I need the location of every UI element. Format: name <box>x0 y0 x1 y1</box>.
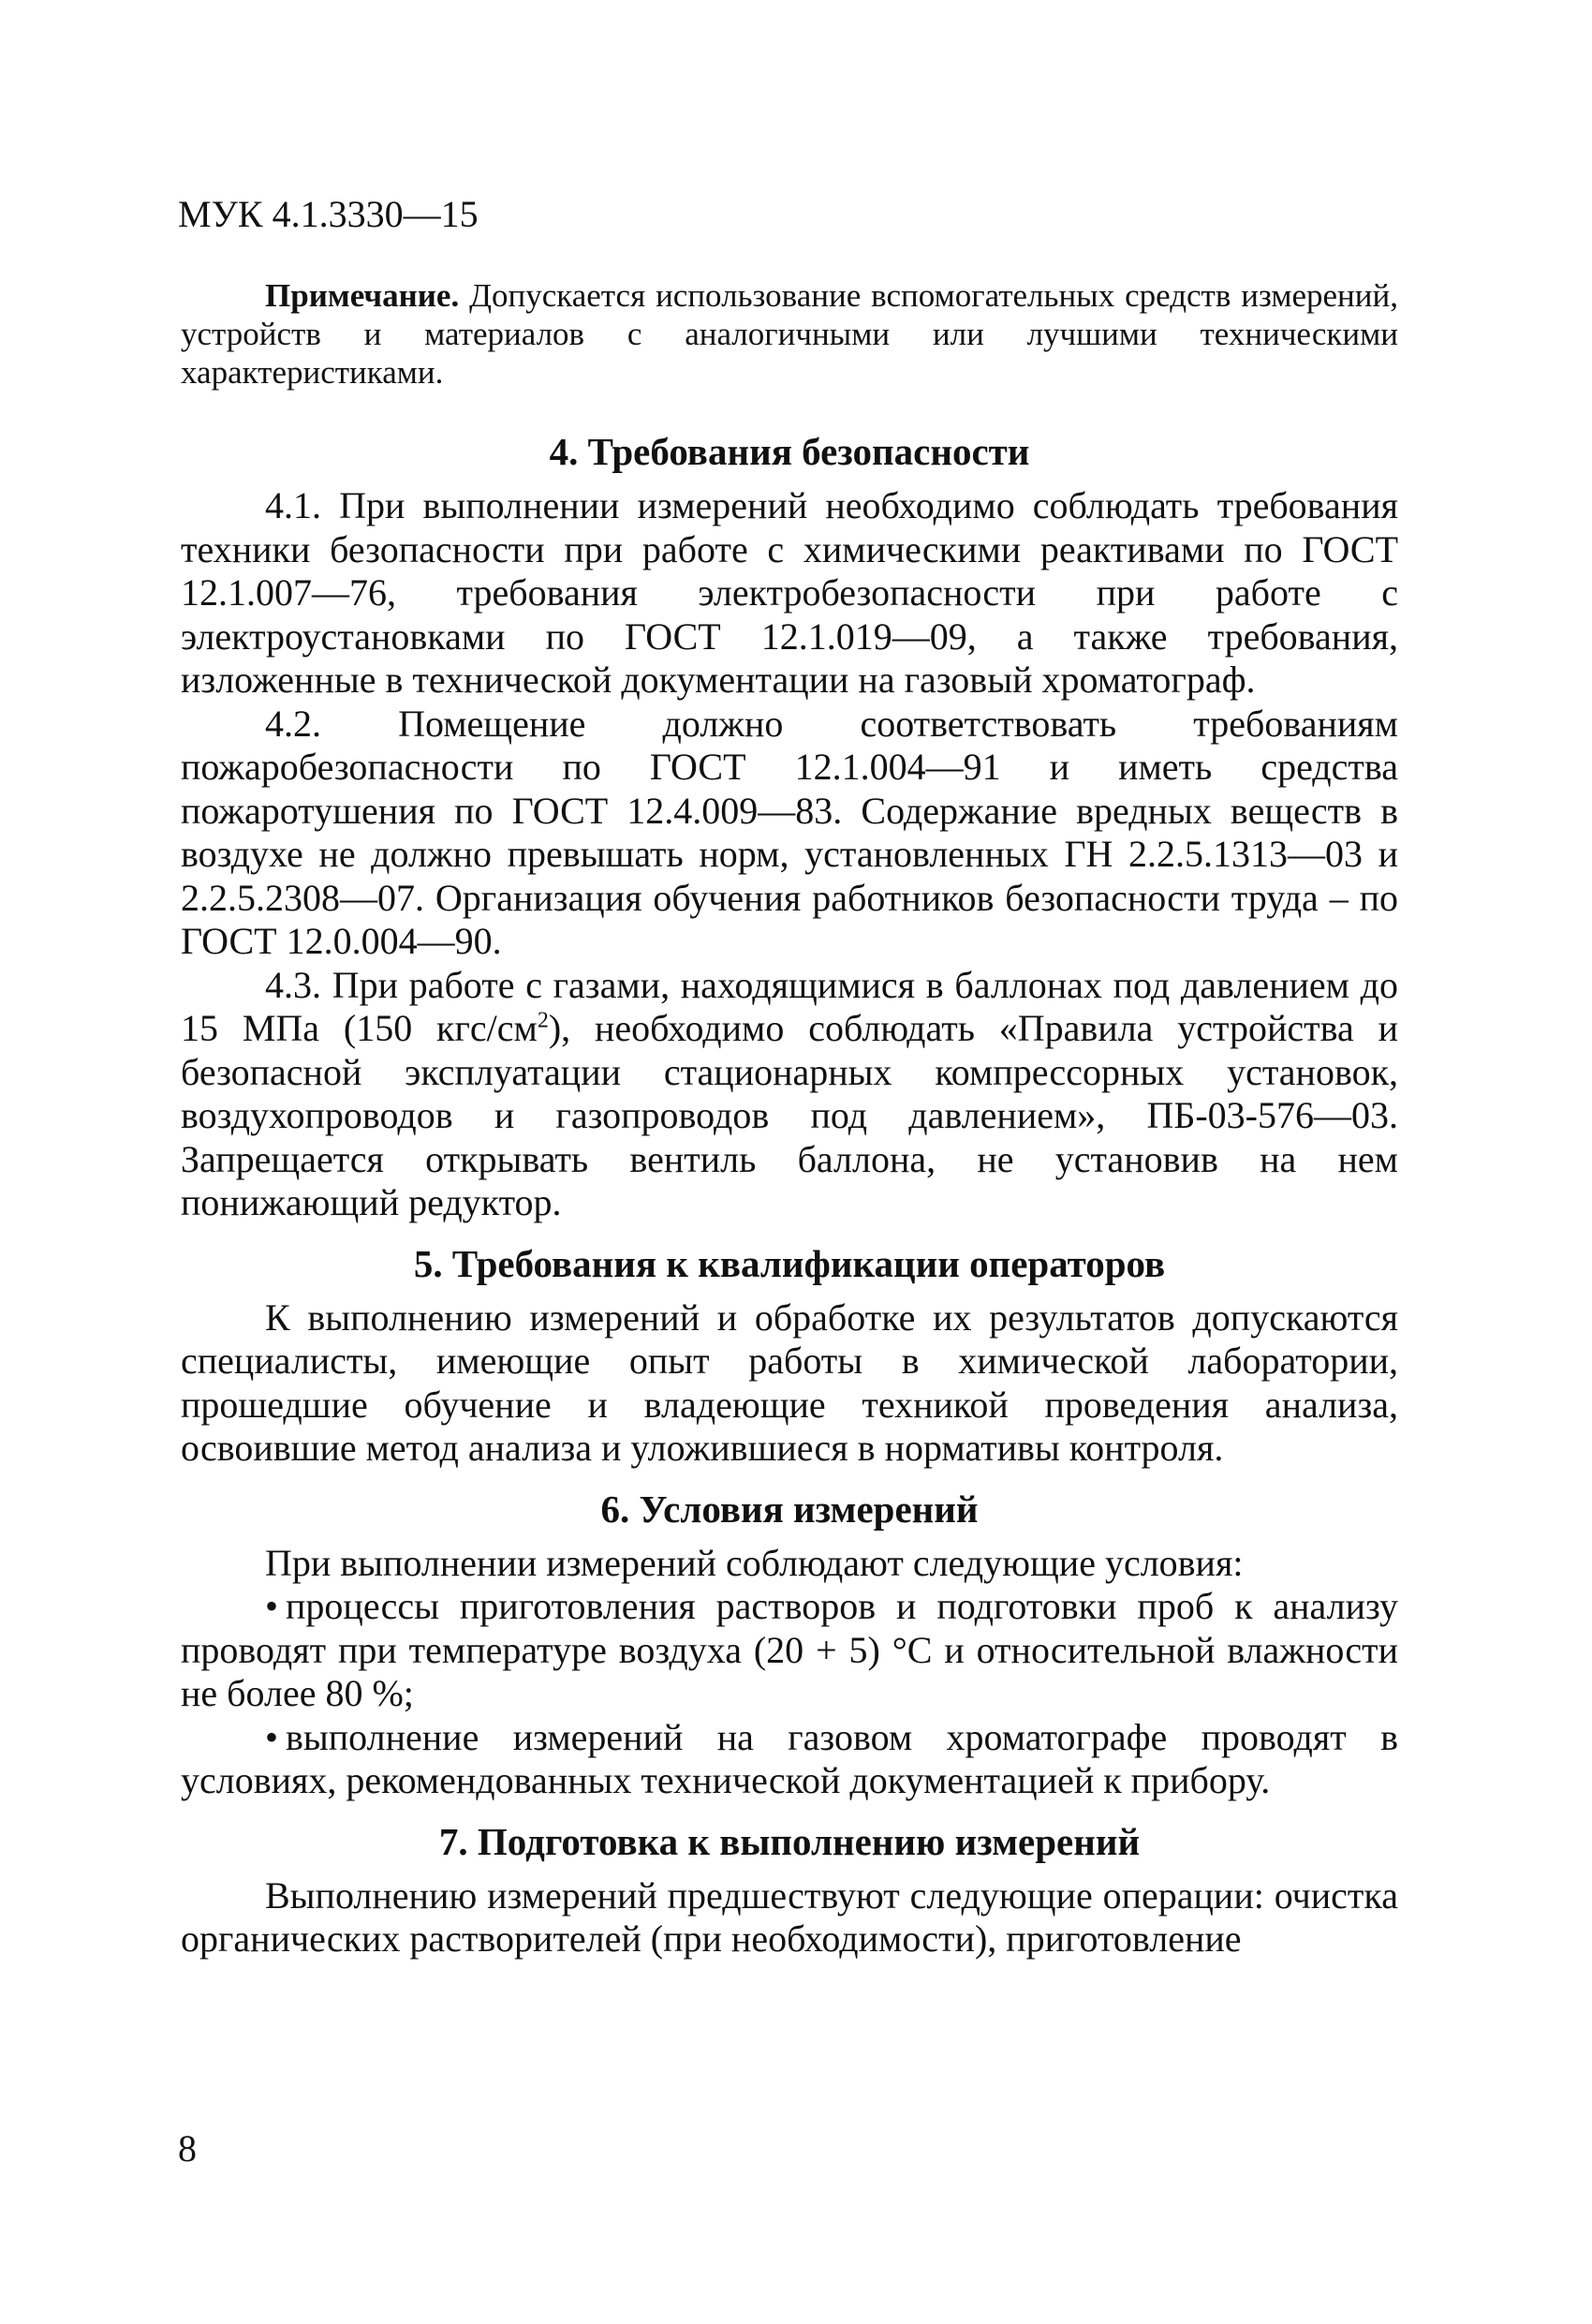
section-7-preparation <box>181 1818 1398 1961</box>
paragraph: Выполнению измерений предшествуют следующие операции: очистка органических растворителей (при необходимости), приготовление <box>181 1873 1398 1960</box>
bullet-item: • процессы приготовления растворов и подготовки проб к анализу проводят при температуре воздуха (20 + 5) °С и относительной влажности не более 80 %; <box>181 1585 1398 1716</box>
bullet-item: • выполнение измерений на газовом хроматографе проводят в условиях, рекомендованных технической документацией к прибору. <box>181 1716 1398 1803</box>
paragraph-4-2: 4.2. Помещение должно соответствовать требованиям пожаробезопасности по ГОСТ 12.1.004—91 и иметь средства пожаротушения по ГОСТ 12.4.009—83. Содержание вредных веществ в воздухе не должно превышать норм, установленных ГН 2.2.5.1313—03 и 2.2.5.2308—07. Организация обучения работников безопасности труда – по ГОСТ 12.0.004—90. <box>181 702 1398 962</box>
paragraph: К выполнению измерений и обработке их результатов допускаются специалисты, имеющие опыт работы в химической лаборатории, прошедшие обучение и владеющие техникой проведения анализа, освоившие метод анализа и уложившиеся в нормативы контроля. <box>181 1295 1398 1469</box>
section-title: 4. Требования безопасности <box>549 430 1030 473</box>
page-number: 8 <box>178 2127 197 2169</box>
document-code: МУК 4.1.3330—15 <box>178 193 479 235</box>
section-title: 7. Подготовка к выполнению измерений <box>438 1819 1141 1863</box>
section-title: 6. Условия измерений <box>600 1487 979 1531</box>
paragraph-4-3-text-start: 4.3. При работе с газами, находящимися в баллонах под давлением до 15 МПа (150 кгс/см <box>181 963 1398 1049</box>
note-text: Допускается использование вспомогательных средств измерений, устройств и материалов с аналогичными или лучшими техническими характеристиками. <box>181 277 1398 391</box>
paragraph-4-3-text-end: ), необходимо соблюдать «Правила устройства и безопасной эксплуатации стационарных компрессорных установок, воздухопроводов и газопроводов под давлением», ПБ-03-576—03. Запрещается открывать вентиль баллона, не установив на нем понижающий редуктор. <box>181 1007 1398 1223</box>
paragraph-intro: При выполнении измерений соблюдают следующие условия: <box>265 1541 1244 1584</box>
note-label: Примечание. <box>265 277 460 314</box>
page-content <box>181 276 1398 1976</box>
section-6-conditions <box>181 1486 1398 1803</box>
section-title: 5. Требования к квалификации операторов <box>413 1241 1166 1285</box>
paragraph-4-1: 4.1. При выполнении измерений необходимо соблюдать требования техники безопасности при работе с химическими реактивами по ГОСТ 12.1.007—76, требования электробезопасности при работе с электроустановками по ГОСТ 12.1.019—09, а также требования, изложенные в технической документации на газовый хроматограф. <box>181 484 1398 701</box>
note-paragraph <box>181 276 1398 392</box>
section-4-safety <box>181 428 1398 1225</box>
paragraph-4-3 <box>181 964 1398 1225</box>
section-5-qualification <box>181 1240 1398 1471</box>
superscript: 2 <box>537 1008 549 1033</box>
